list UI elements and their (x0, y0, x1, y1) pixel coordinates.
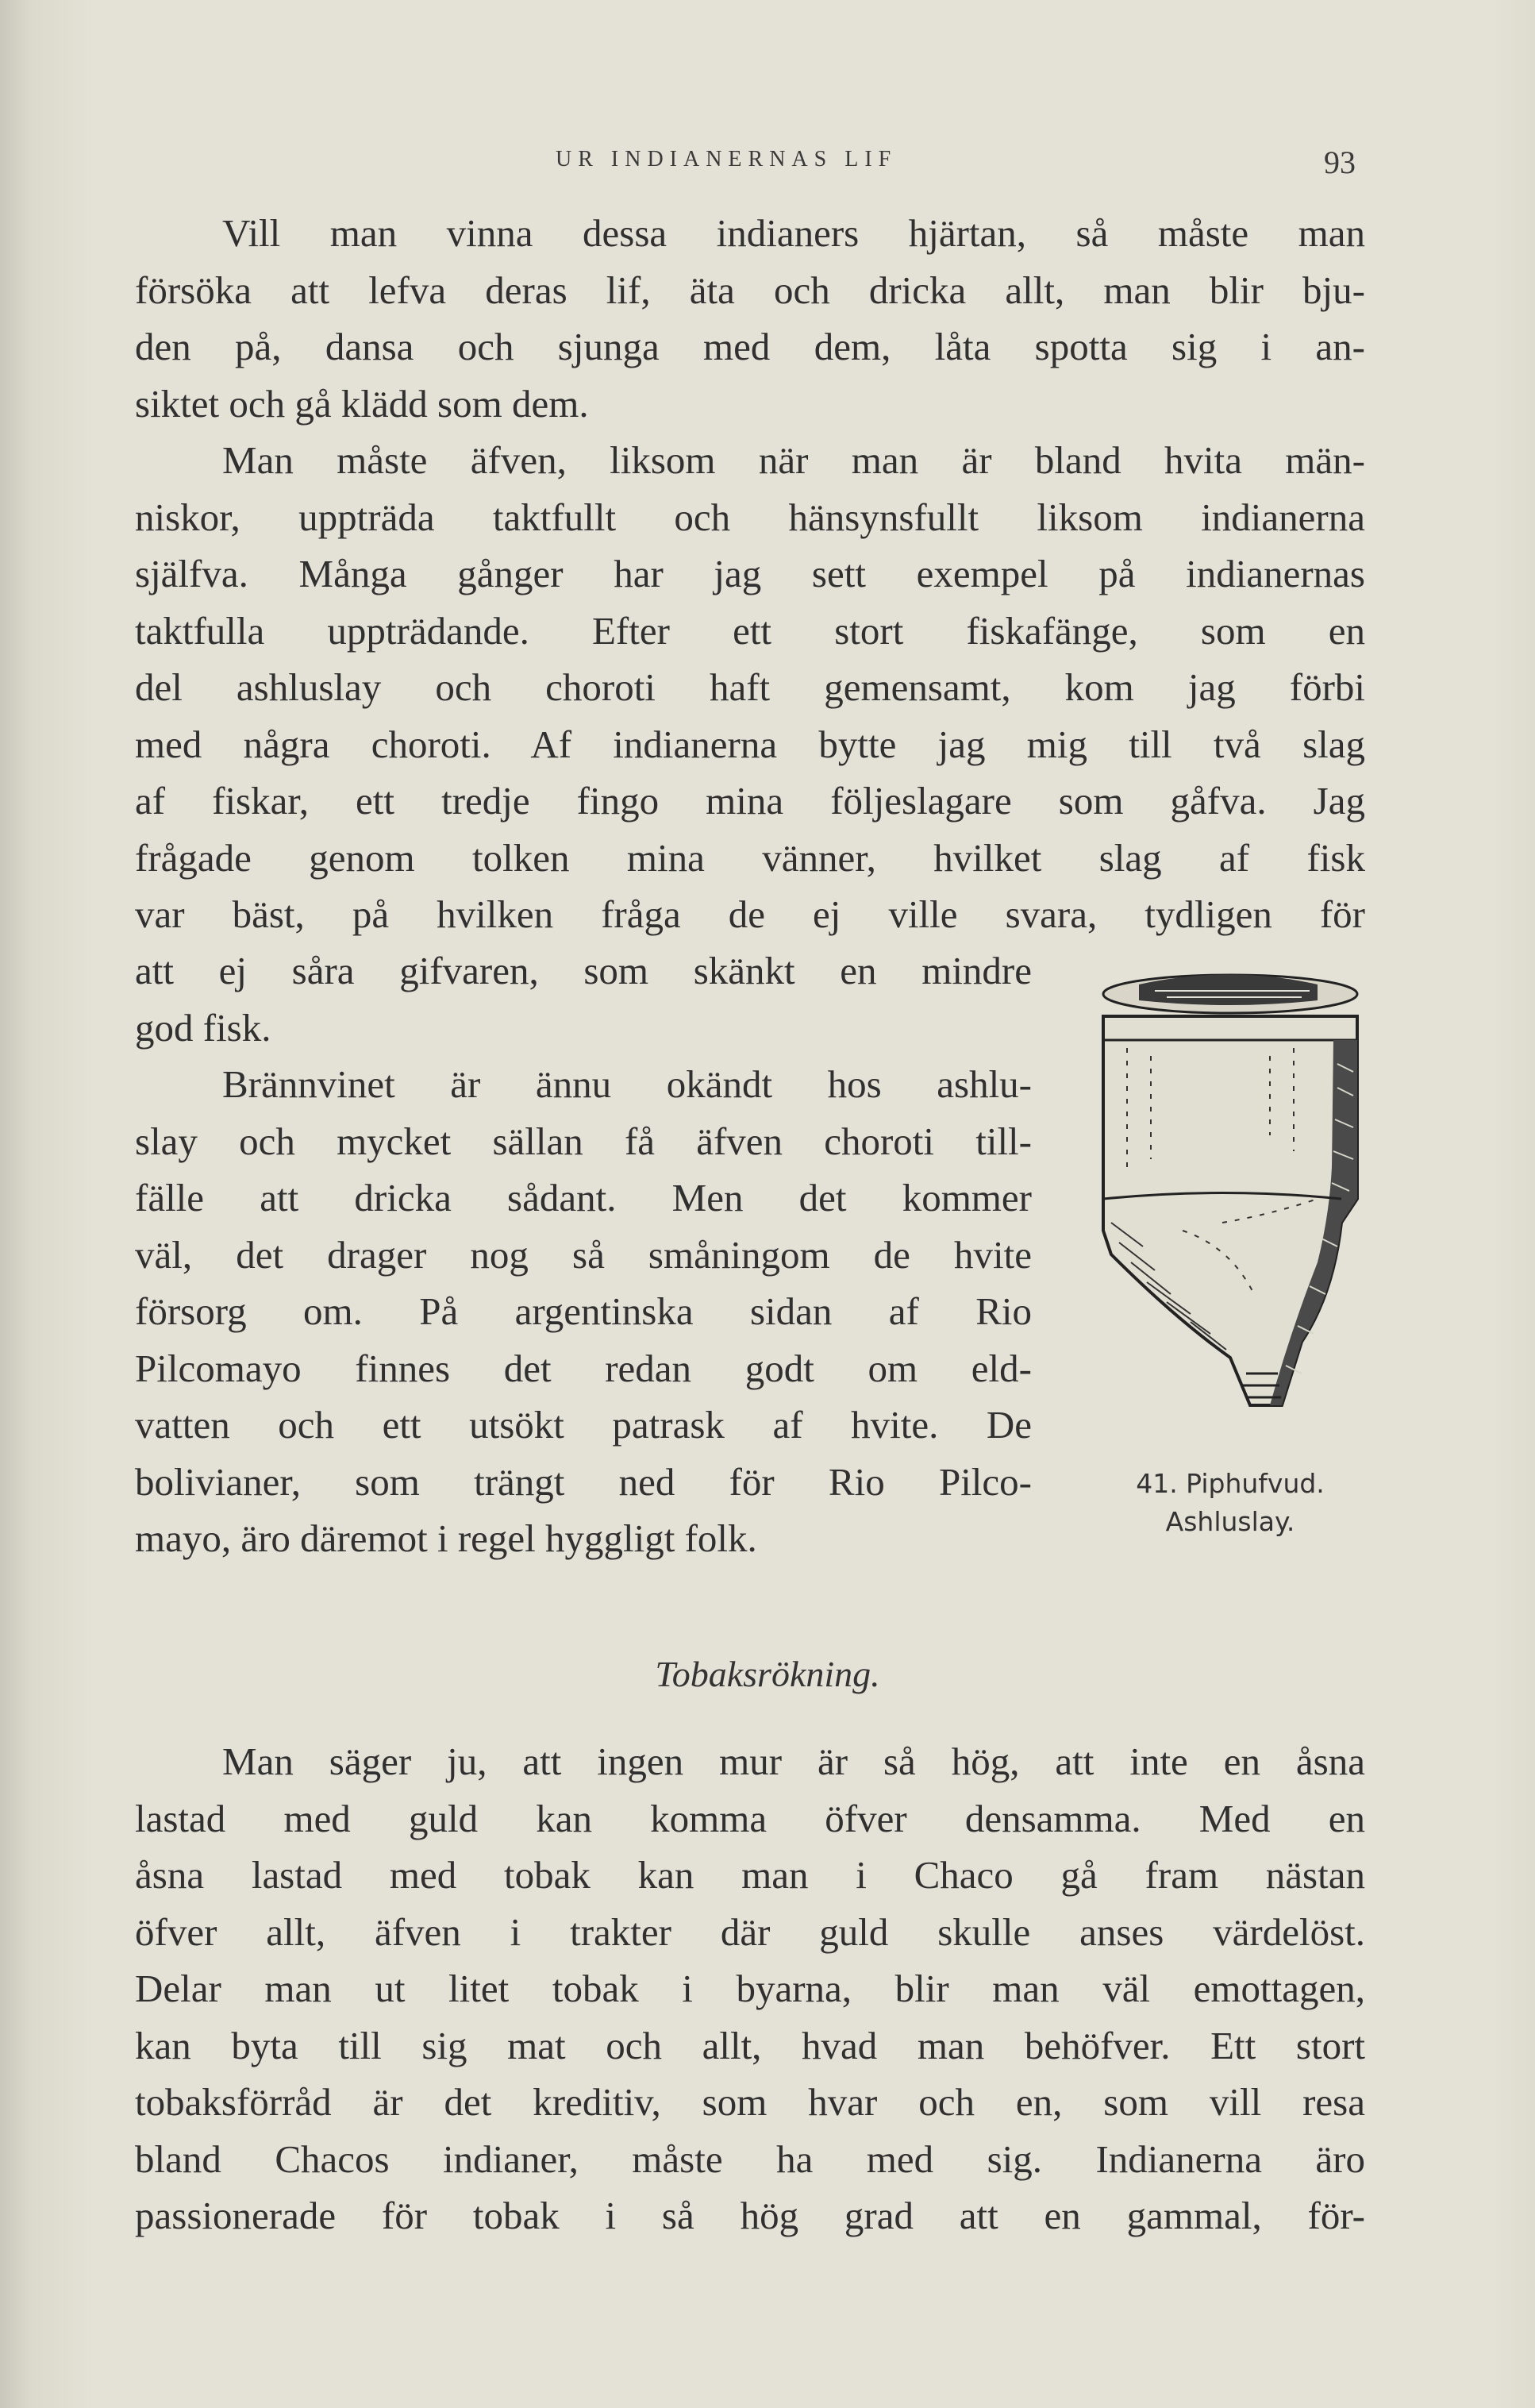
text-line: Vill man vinna dessa indianers hjärtan, så måste man (222, 211, 1365, 255)
text-line: kan byta till sig mat och allt, hvad man behöfver. Ett stort (135, 2023, 1365, 2067)
pipe-bowl-figure (1079, 961, 1381, 1437)
body-text-bottom (135, 1733, 1365, 2244)
text-line: god fisk. (135, 1005, 271, 1050)
text-line: vatten och ett utsökt patrask af hvite. De (135, 1403, 1032, 1447)
running-title: UR INDIANERNAS LIF (556, 147, 898, 171)
text-line: den på, dansa och sjunga med dem, låta spotta sig i an- (135, 325, 1365, 368)
body-text-beside-figure (135, 942, 1032, 1567)
text-line: fälle att dricka sådant. Men det kommer (135, 1176, 1032, 1219)
text-line: öfver allt, äfven i trakter där guld skulle anses värdelöst. (135, 1909, 1365, 1954)
text-line: åsna lastad med tobak kan man i Chaco gå fram nästan (135, 1853, 1365, 1897)
text-line: af fiskar, ett tredje fingo mina följeslagare som gåfva. Jag (135, 779, 1365, 823)
text-line: frågade genom tolken mina vänner, hvilket slag af fisk (135, 835, 1365, 880)
text-line: Delar man ut litet tobak i byarna, blir man väl emottagen, (135, 1967, 1365, 2010)
text-line: själfva. Många gånger har jag sett exempel på indianernas (135, 552, 1365, 595)
text-line: bolivianer, som trängt ned för Rio Pilco- (135, 1459, 1032, 1504)
text-line: siktet och gå klädd som dem. (135, 381, 589, 426)
text-line: mayo, äro däremot i regel hyggligt folk. (135, 1516, 757, 1560)
figure-caption-title: 41. Piphufvud. (1136, 1468, 1325, 1499)
text-line: Pilcomayo finnes det redan godt om eld- (135, 1346, 1032, 1390)
pipe-bowl-illustration (1079, 961, 1381, 1437)
text-line: att ej såra gifvaren, som skänkt en mindre (135, 949, 1032, 992)
figure-caption-subtitle: Ashluslay. (1165, 1506, 1295, 1537)
text-line: niskor, uppträda taktfullt och hänsynsfullt liksom indianerna (135, 495, 1365, 539)
text-line: lastad med guld kan komma öfver densamma. Med en (135, 1796, 1365, 1840)
text-line: var bäst, på hvilken fråga de ej ville svara, tydligen för (135, 892, 1365, 936)
text-line: försöka att lefva deras lif, äta och dricka allt, man blir bju- (135, 268, 1365, 312)
section-heading: Tobaksrökning. (655, 1654, 880, 1694)
text-line: försorg om. På argentinska sidan af Rio (135, 1289, 1032, 1333)
text-line: Brännvinet är ännu okändt hos ashlu- (222, 1062, 1032, 1106)
text-line: slay och mycket sällan få äfven choroti till- (135, 1119, 1032, 1163)
text-line: Man måste äfven, liksom när man är bland hvita män- (222, 438, 1365, 482)
text-line: del ashluslay och choroti haft gemensamt, kom jag förbi (135, 665, 1365, 709)
text-line: Man säger ju, att ingen mur är så hög, att inte en åsna (222, 1740, 1365, 1783)
text-line: med några choroti. Af indianerna bytte jag mig till två slag (135, 722, 1365, 766)
text-line: passionerade för tobak i så hög grad att en gammal, för- (135, 2194, 1365, 2237)
body-text-top (135, 205, 1365, 943)
running-head (0, 144, 1535, 180)
figure-caption (1079, 1465, 1381, 1541)
text-line: väl, det drager nog så småningom de hvite (135, 1232, 1032, 1277)
page-number: 93 (1324, 144, 1356, 180)
text-line: tobaksförråd är det kreditiv, som hvar och en, som vill resa (135, 2080, 1365, 2124)
text-line: bland Chacos indianer, måste ha med sig. Indianerna äro (135, 2136, 1365, 2181)
text-line: taktfulla uppträdande. Efter ett stort fiskafänge, som en (135, 608, 1365, 653)
